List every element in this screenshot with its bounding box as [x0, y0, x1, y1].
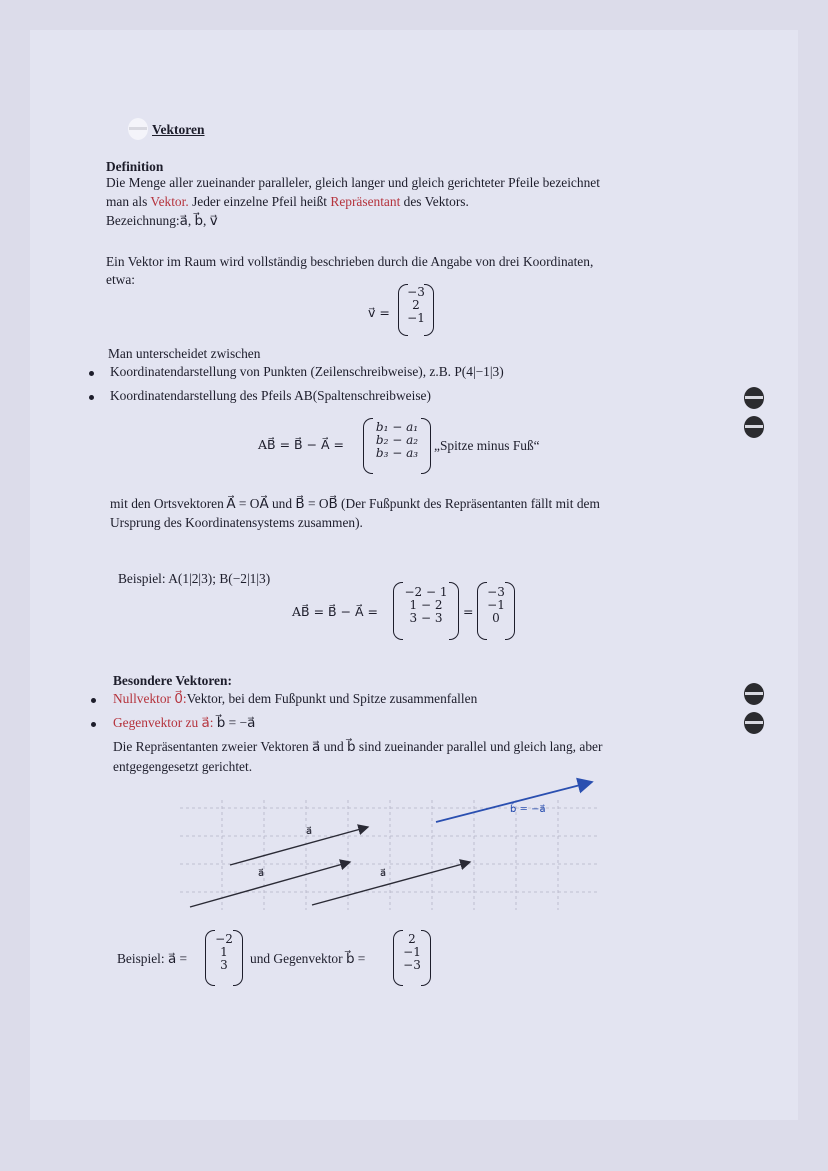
bullet-points: Koordinatendarstellung von Punkten (Zeilenschreibweise), z.B. P(4|−1|3) [110, 364, 504, 379]
definition-text: Jeder einzelne Pfeil heißt [192, 194, 328, 209]
gegenvektor-desc-2: entgegengesetzt gerichtet. [113, 759, 253, 774]
equals-sign: = [463, 604, 474, 619]
definition-text: des Vektors. [403, 194, 469, 209]
example2-middle: und Gegenvektor b⃗ = [250, 951, 366, 966]
ortsvektor-line-2: Ursprung des Koordinatensystems zusammen). [110, 515, 363, 530]
vector-entry: 0 [492, 611, 500, 625]
term-gegenvektor: Gegenvektor zu a⃗: [113, 715, 214, 730]
vector-entry: 3 − 3 [409, 611, 443, 625]
vector-entry: −3 [487, 585, 505, 599]
page-title: Vektoren [152, 122, 205, 137]
vector-entry: −2 − 1 [404, 585, 448, 599]
vector-entry: −1 [407, 311, 425, 325]
bullet-arrow: Koordinatendarstellung des Pfeils AB(Spaltenschreibweise) [110, 388, 431, 403]
example1-label: Beispiel: A(1|2|3); B(−2|1|3) [118, 571, 271, 586]
vector-entry: −1 [487, 598, 505, 612]
vector-entry: 2 [412, 298, 420, 312]
special-heading: Besondere Vektoren: [113, 673, 232, 688]
definition-text: man als [106, 194, 148, 209]
vector-entry: 1 [220, 945, 228, 959]
coords-line-2: etwa: [106, 272, 135, 287]
definition-heading: Definition [106, 159, 164, 174]
vector-a-arrow [230, 827, 368, 865]
distinguish-intro: Man unterscheidet zwischen [108, 346, 261, 361]
label-b-minus-a: b⃗ = −a⃗ [510, 804, 546, 815]
vector-entry: 2 [408, 932, 416, 946]
example2-b-vector [393, 930, 431, 986]
ab-formula: AB⃗ = B⃗ − A⃗ = [258, 437, 345, 452]
vector-entry: b₁ − a₁ [375, 420, 419, 434]
v-label: v⃗ = [368, 305, 390, 320]
coords-line-1: Ein Vektor im Raum wird vollständig beschrieben durch die Angabe von drei Koordinaten, [106, 254, 594, 269]
label-a: a⃗ [258, 868, 265, 879]
bezeichnung-line: Bezeichnung:a⃗, b⃗, v⃗ [106, 213, 218, 228]
vector-entry: −2 [215, 932, 233, 946]
vector-entry: 1 − 2 [409, 598, 443, 612]
ortsvektor-line-1: mit den Ortsvektoren A⃗ = OA⃗ und B⃗ = OB⃗ (Der Fußpunkt des Repräsentanten fällt mit dem [110, 496, 600, 511]
definition-line-1: Die Menge aller zueinander paralleler, gleich langer und gleich gerichteter Pfeile bezeichnet [106, 175, 600, 190]
term-repraesentant: Repräsentant [330, 194, 401, 209]
vector-entry: −3 [403, 958, 421, 972]
vector-b-arrow [436, 782, 592, 822]
gegenvektor-desc-1: Die Repräsentanten zweier Vektoren a⃗ und b⃗ sind zueinander parallel und gleich lang, aber [113, 739, 603, 754]
example1-formula: AB⃗ = B⃗ − A⃗ = [292, 604, 379, 619]
vector-entry: −1 [403, 945, 421, 959]
vector-a-arrow [312, 862, 470, 905]
nullvektor-text: Vektor, bei dem Fußpunkt und Spitze zusammenfallen [186, 691, 478, 706]
term-nullvektor: Nullvektor 0⃗: [113, 691, 187, 706]
example2-a-vector [205, 930, 243, 986]
vector-entry: b₂ − a₂ [375, 433, 419, 447]
ab-note: „Spitze minus Fuß“ [434, 438, 540, 453]
grid-lines [180, 800, 600, 910]
vector-a-arrow [190, 862, 350, 907]
gegenvektor-formula: b⃗ = −a⃗ [216, 715, 256, 730]
example2-label: Beispiel: a⃗ = [117, 951, 188, 966]
label-a: a⃗ [380, 868, 387, 879]
label-a: a⃗ [306, 826, 313, 837]
vector-entry: b₃ − a₃ [375, 446, 419, 460]
term-vektor: Vektor. [150, 194, 189, 209]
vector-entry: −3 [407, 285, 425, 299]
vector-entry: 3 [220, 958, 228, 972]
